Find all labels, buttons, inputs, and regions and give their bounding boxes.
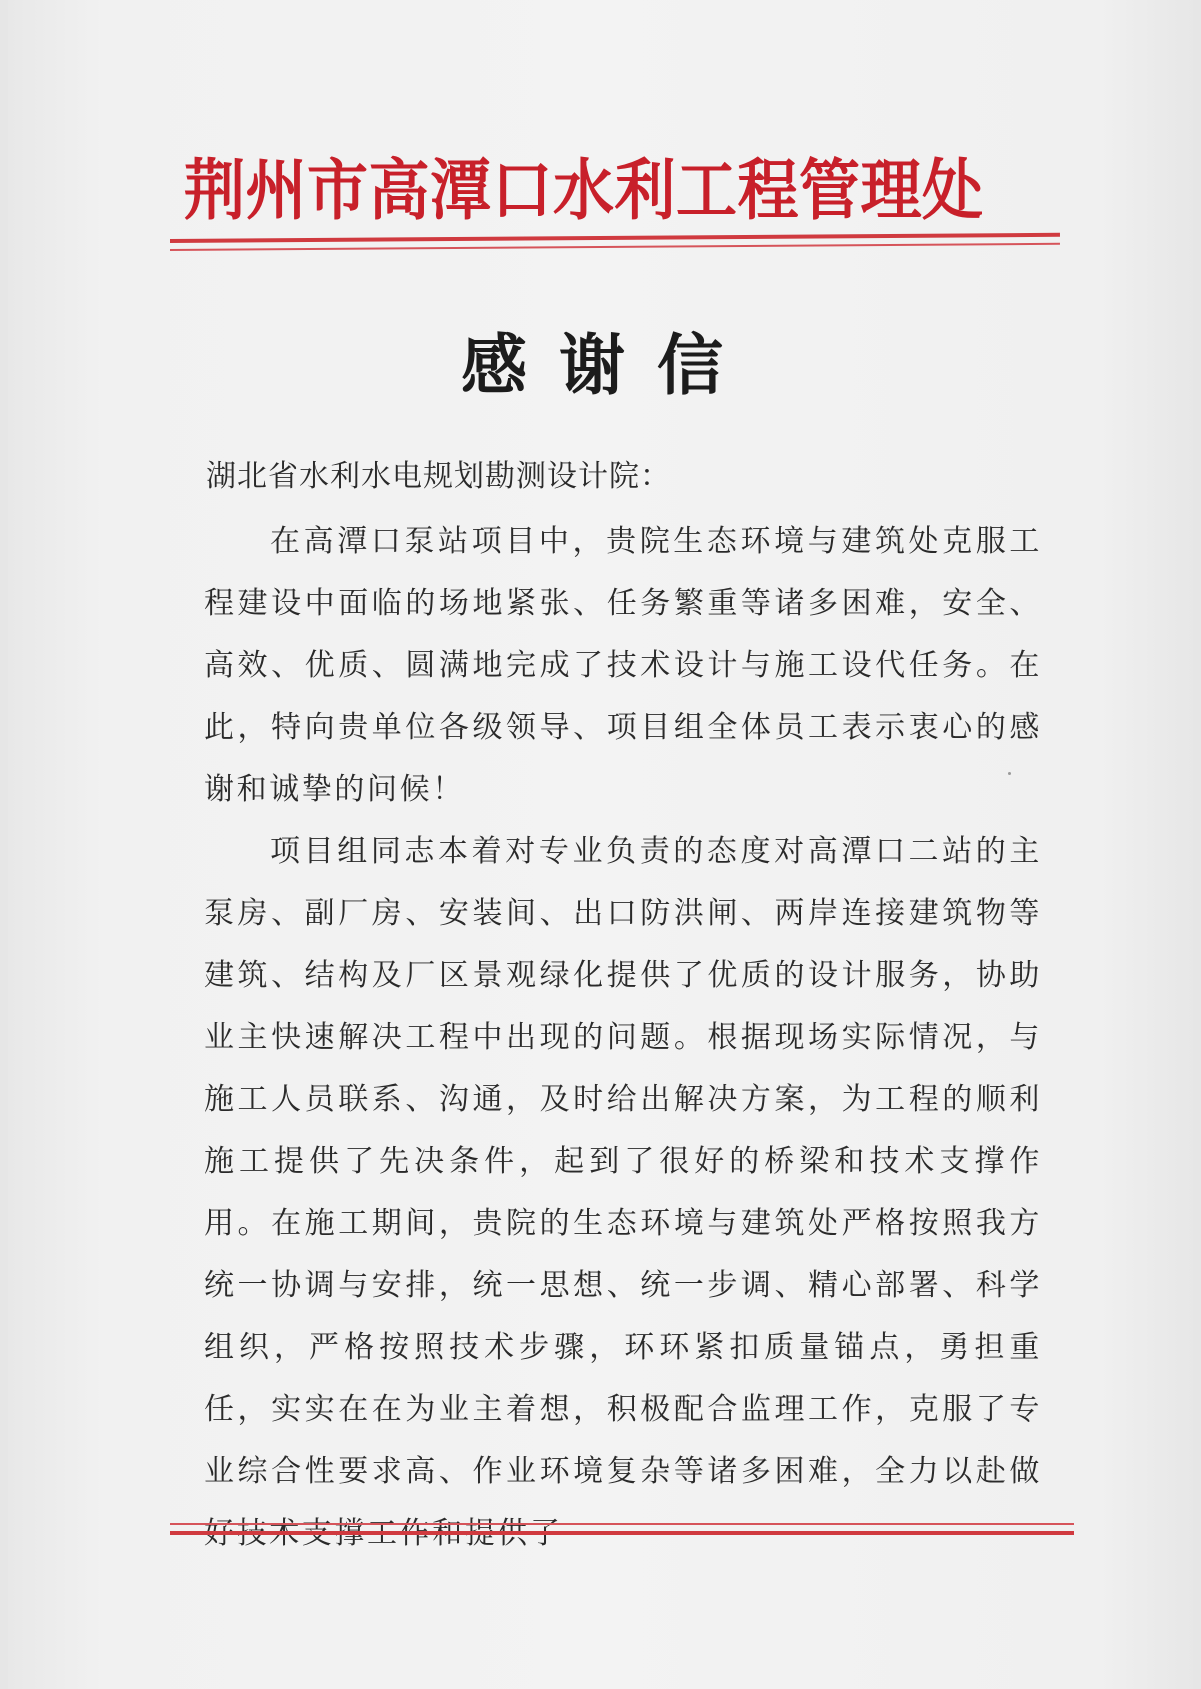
letter-salutation: 湖北省水利水电规划勘测设计院： xyxy=(206,459,671,494)
footer-rule-thick xyxy=(170,1531,1074,1535)
letter-page xyxy=(8,0,1193,1689)
letter-title: 感谢信 xyxy=(461,327,755,404)
letter-paragraph-2: 项目组同志本着对专业负责的态度对高潭口二站的主泵房、副厂房、安装间、出口防洪闸、两岸连接建筑物等建筑、结构及厂区景观绿化提供了优质的设计服务，协助业主快速解决工程中出现的问题。根据现场实际情况，与施工人员联系、沟通，及时给出解决方案，为工程的顺利施工提供了先决条件，起到了很好的桥梁和技术支撑作用。在施工期间，贵院的生态环境与建筑处严格按照我方统一协调与安排，统一思想、统一步调、精心部署、科学组织，严格按照技术步骤，环环紧扣质量锚点，勇担重任，实实在在为业主着想，积极配合监理工作，克服了专业综合性要求高、作业环境复杂等诸多困难，全力以赴做好技术支撑工作和提供了 xyxy=(204,834,1042,1551)
letter-paragraph-1: 在高潭口泵站项目中，贵院生态环境与建筑处克服工程建设中面临的场地紧张、任务繁重等诸多困难，安全、高效、优质、圆满地完成了技术设计与施工设代任务。在此，特向贵单位各级领导、项目组全体员工表示衷心的感谢和诚挚的问候！ xyxy=(204,524,1042,807)
letterhead-organization-name: 荆州市高潭口水利工程管理处 xyxy=(184,152,984,229)
paper-speck xyxy=(1008,772,1011,775)
letter-body xyxy=(204,511,1042,1565)
letterhead-top-rule-thin xyxy=(170,243,1060,251)
footer-rule-thin xyxy=(170,1523,1074,1525)
